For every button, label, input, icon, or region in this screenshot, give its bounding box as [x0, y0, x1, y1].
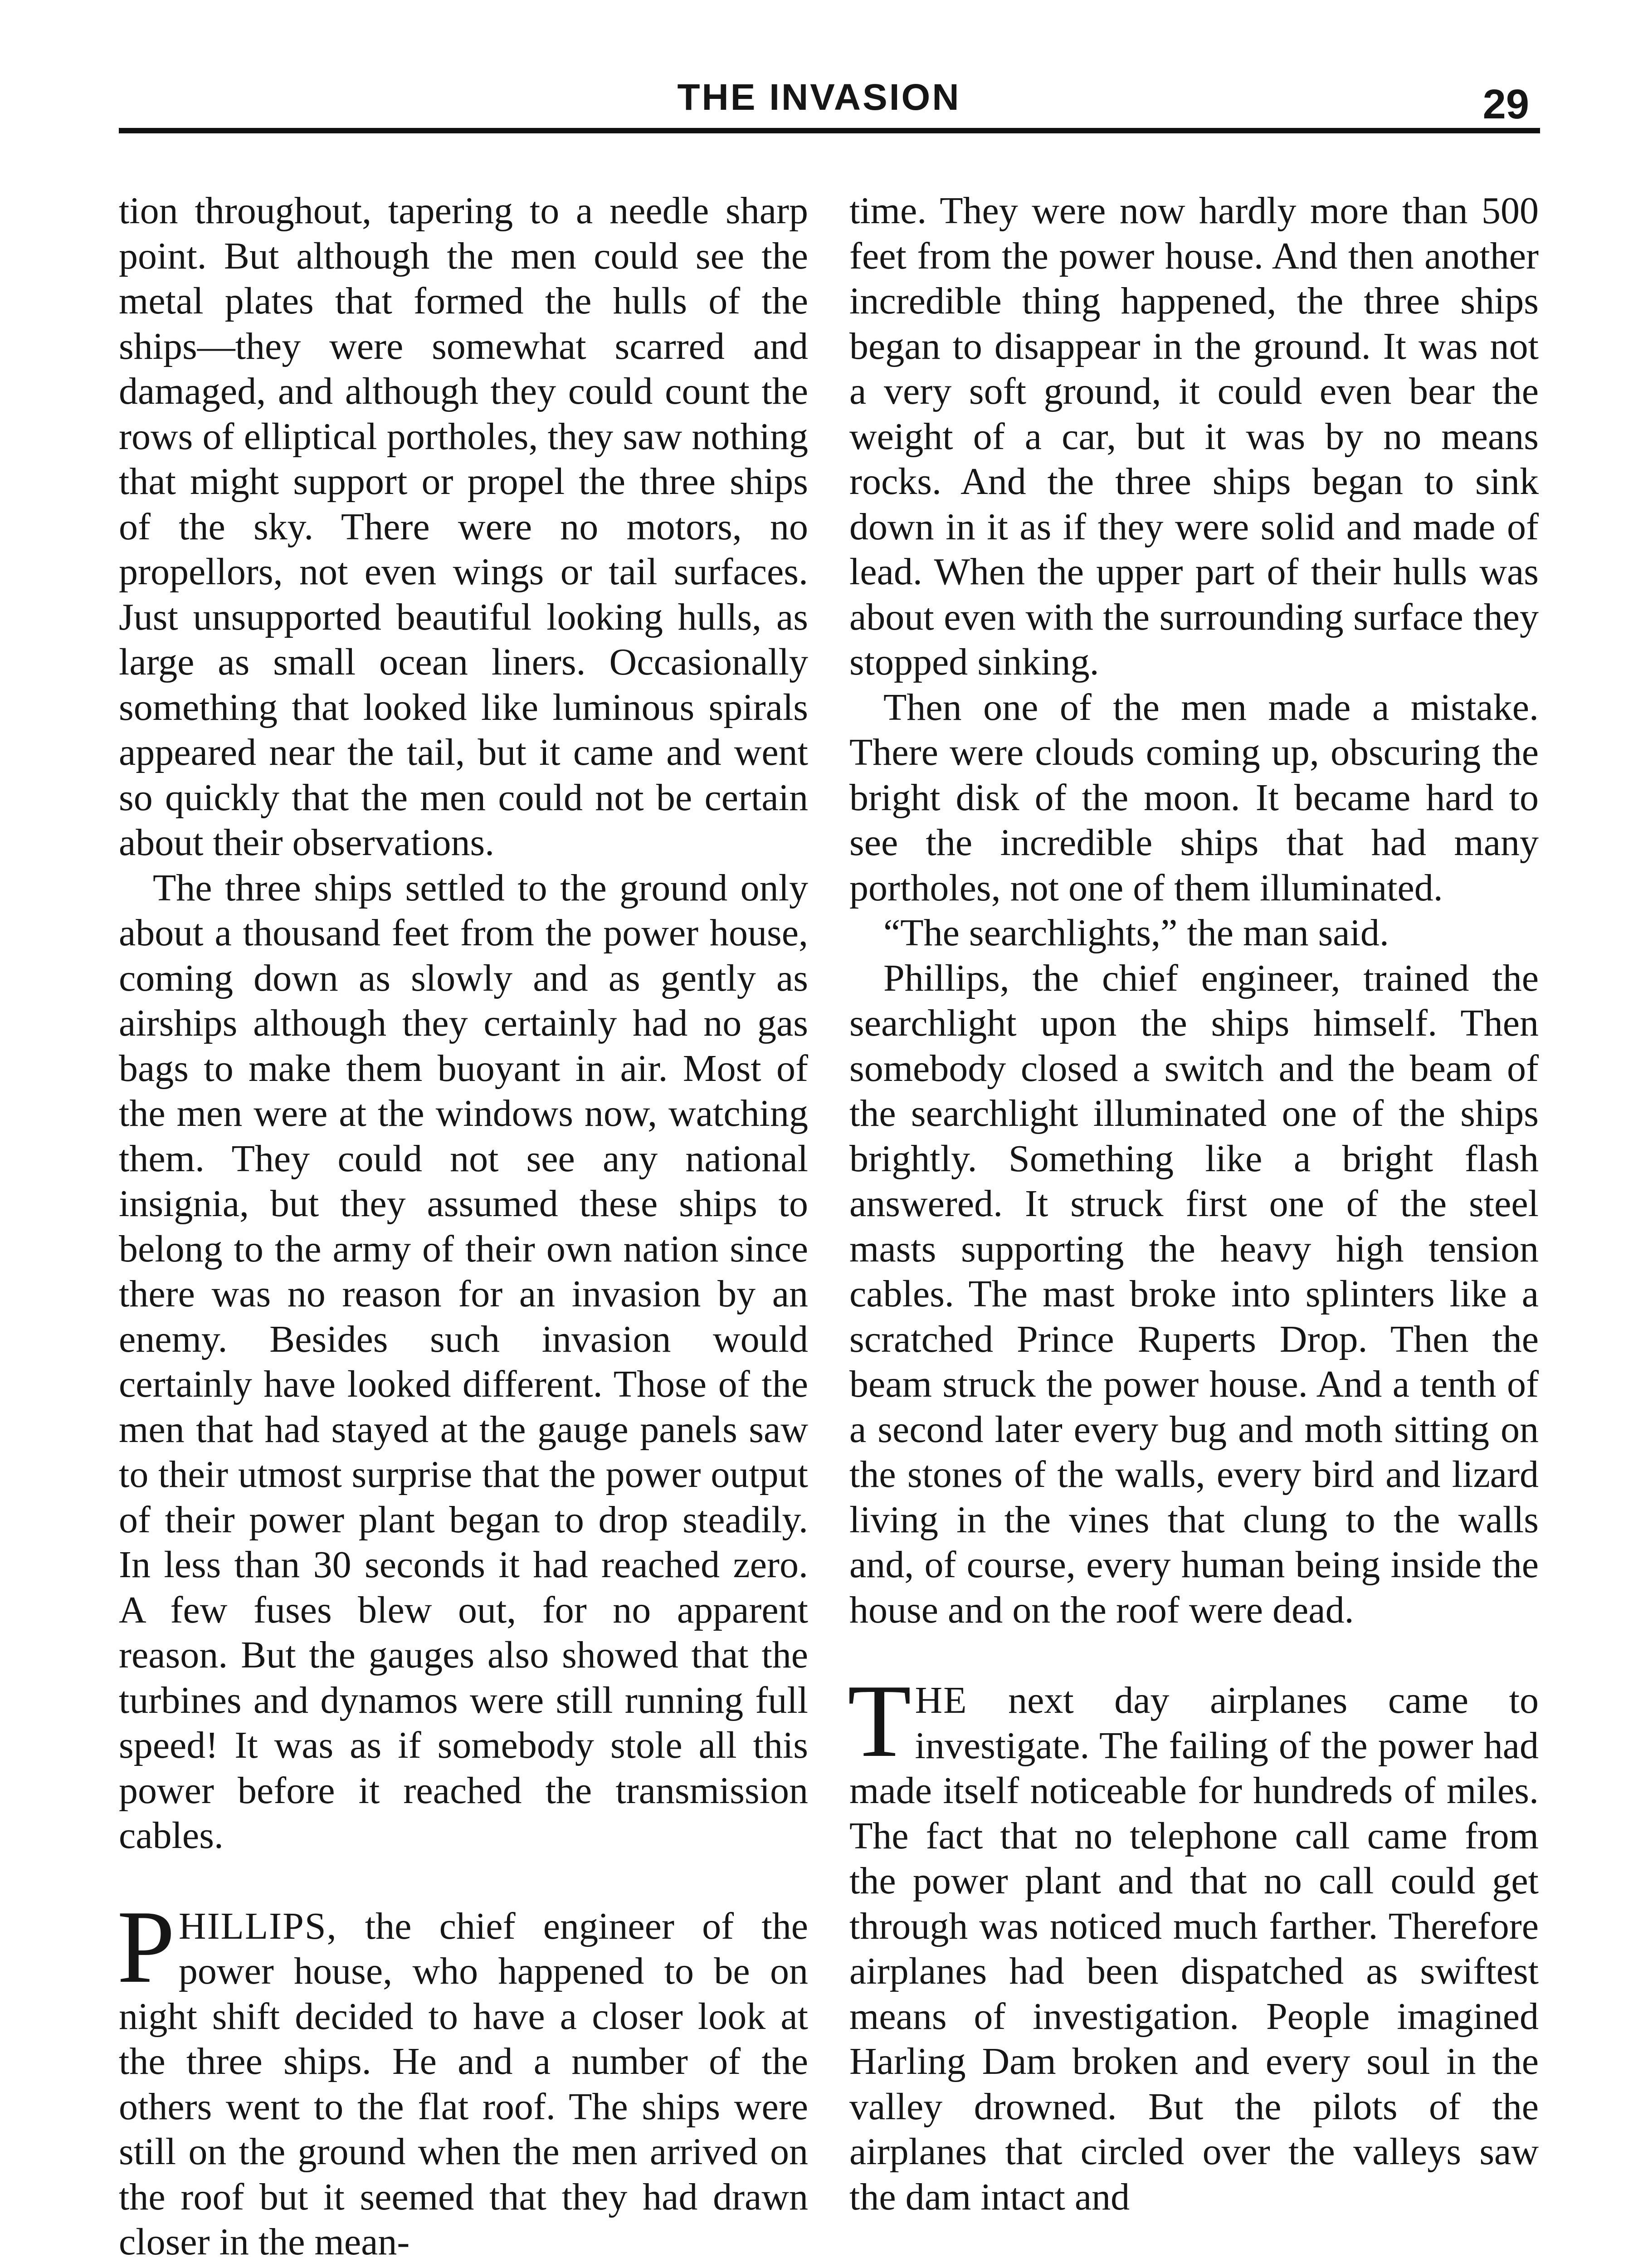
drop-cap: T: [848, 1663, 912, 1779]
left-column: [119, 188, 808, 2265]
paragraph-text: next day airplanes came to investigate. The failing of the power had made itself noticeable for hundreds of miles. The fact that no telephone call came from the power plant and that no call could get through was noticed much farther. Therefore airplanes had been dispatched as swiftest means of investigation. People imagined Harling Dam broken and every soul in the valley drowned. But the pilots of the airplanes that circled over the valleys saw the dam intact and: [849, 1679, 1539, 2218]
paragraph: Phillips, the chief engineer, trained the searchlight upon the ships himself. Then somebody closed a switch and the beam of the searchlight illuminated one of the ships brightly. Something like a bright flash answered. It struck first one of the steel masts supporting the heavy high tension cables. The mast broke into splinters like a scratched Prince Ruperts Drop. Then the beam struck the power house. And a tenth of a second later every bug and moth sitting on the stones of the walls, every bird and lizard living in the vines that clung to the walls and, of course, every human being inside the house and on the roof were dead.: [849, 957, 1539, 1631]
small-caps-word: HE: [915, 1679, 968, 1721]
paragraph-with-dropcap: [117, 1888, 808, 2265]
paragraph: time. They were now hardly more than 500 feet from the power house. And then another incredible thing happened, the three ships began to disappear in the ground. It was not a very soft ground, it could even bear the weight of a car, but it was by no means rocks. And the three ships began to sink down in it as if they were solid and made of lead. When the upper part of their hulls was about even with the surrounding surface they stopped sinking.: [849, 190, 1539, 683]
paragraph: The three ships settled to the ground only about a thousand feet from the power house, coming down as slowly and as gently as airships although they certainly had no gas bags to make them buoyant in air. Most of the men were at the windows now, watching them. They could not see any national insignia, but they assumed these ships to belong to the army of their own nation since there was no reason for an invasion by an enemy. Besides such invasion would certainly have looked different. Those of the men that had stayed at the gauge panels saw to their utmost surprise that the power output of their power plant began to drop steadily. In less than 30 seconds it had reached zero. A few fuses blew out, for no apparent reason. But the gauges also showed that the turbines and dynamos were still running full speed! It was as if somebody stole all this power before it reached the transmission cables.: [119, 866, 808, 1857]
paragraph: “The searchlights,” the man said.: [883, 912, 1389, 954]
small-caps-word: HILLIPS,: [178, 1905, 337, 1947]
drop-cap: P: [117, 1888, 175, 2004]
section-break: [119, 1858, 808, 1904]
paragraph: Then one of the men made a mistake. There were clouds coming up, obscuring the bright disk of the moon. It became hard to see the incredible ships that had many portholes, not one of them illuminated.: [849, 686, 1539, 909]
paragraph-text: the chief engineer of the power house, who happened to be on night shift decided to have a closer look at the three ships. He and a number of the others went to the flat roof. The ships were still on the ground when the men arrived on the roof but it seemed that they had drawn closer in the mean-: [119, 1905, 808, 2263]
header-rule: [119, 128, 1540, 133]
right-column: [849, 188, 1539, 2219]
paragraph-with-dropcap: [848, 1663, 1539, 2219]
paragraph: tion throughout, tapering to a needle sharp point. But although the men could see the metal plates that formed the hulls of the ships—they were somewhat scarred and damaged, and although they could count the rows of elliptical portholes, they saw nothing that might support or propel the three ships of the sky. There were no motors, no propellors, not even wings or tail surfaces. Just unsupported beautiful looking hulls, as large as small ocean liners. Occasionally something that looked like luminous spirals appeared near the tail, but it came and went so quickly that the men could not be certain about their observations.: [119, 190, 808, 864]
section-break: [849, 1633, 1539, 1678]
running-title: THE INVASION: [677, 77, 961, 118]
page-number: 29: [1482, 81, 1529, 127]
